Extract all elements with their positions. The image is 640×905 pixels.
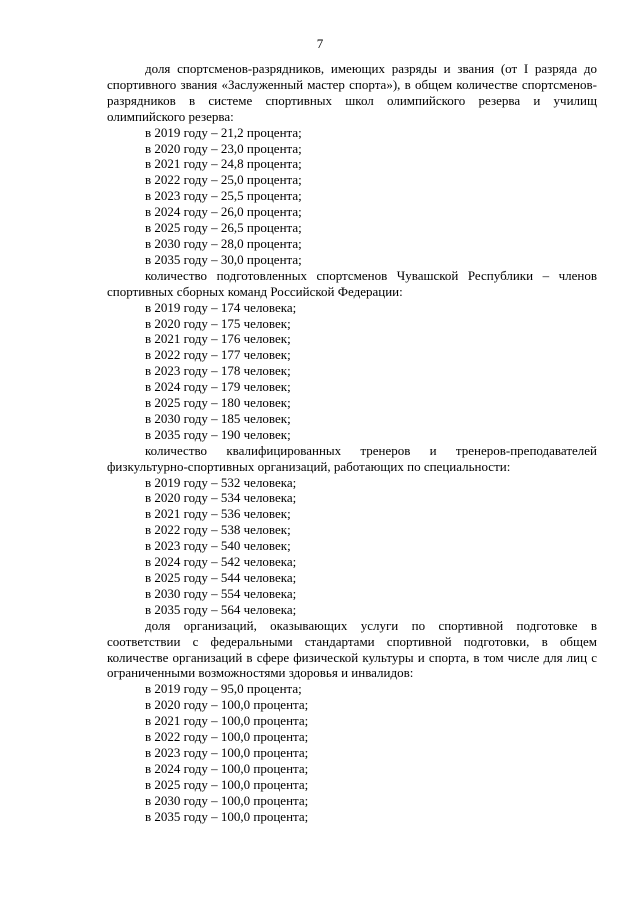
indicator-value: в 2030 году – 554 человека; <box>145 585 297 601</box>
indicator-value: в 2030 году – 100,0 процента; <box>145 792 309 808</box>
indicator-value: в 2019 году – 21,2 процента; <box>145 124 302 140</box>
indicator-value: в 2024 году – 179 человек; <box>145 379 291 395</box>
indicator-value: в 2023 году – 540 человек; <box>145 538 291 554</box>
indicator-values-list <box>107 475 597 618</box>
indicator-value: в 2023 году – 25,5 процента; <box>145 188 302 204</box>
indicator-value: в 2025 году – 26,5 процента; <box>145 220 302 236</box>
indicator-value: в 2025 году – 544 человека; <box>145 570 297 585</box>
indicator-value: в 2022 году – 177 человек; <box>145 347 291 363</box>
indicator-values-list <box>107 125 597 268</box>
indicator-value: в 2022 году – 25,0 процента; <box>145 172 302 188</box>
indicator-value: в 2024 году – 542 человека; <box>145 554 297 570</box>
indicator-value: в 2020 году – 534 человека; <box>145 490 297 506</box>
indicator-value: в 2020 году – 23,0 процента; <box>145 140 302 156</box>
indicator-value: в 2030 году – 28,0 процента; <box>145 235 302 251</box>
indicator-description: количество подготовленных спортсменов Чувашской Республики – членов спортивных сборных команд Российской Федерации: <box>107 267 597 299</box>
indicator-value: в 2035 году – 190 человек; <box>145 426 291 442</box>
indicator-value: в 2021 году – 536 человек; <box>145 506 291 522</box>
indicator-value: в 2035 году – 564 человека; <box>145 601 297 617</box>
indicator-value: в 2019 году – 95,0 процента; <box>145 681 302 697</box>
indicator-value: в 2023 году – 100,0 процента; <box>145 744 309 760</box>
indicator-value: в 2022 году – 538 человек; <box>145 522 291 538</box>
indicator-description: доля организаций, оказывающих услуги по спортивной подготовке в соответствии с федеральными стандартами спортивной подготовки, в общем количестве организаций в сфере физической культуры и спорта, в том числе для лиц с ограниченными возможностями здоровья и инвалидов: <box>107 617 597 681</box>
indicator-value: в 2019 году – 532 человека; <box>145 474 297 490</box>
document-body <box>107 61 597 825</box>
indicator-value: в 2030 году – 185 человек; <box>145 410 291 426</box>
indicator-value: в 2023 году – 178 человек; <box>145 363 291 379</box>
indicator-value: в 2021 году – 24,8 процента; <box>145 156 302 172</box>
indicator-value: в 2021 году – 100,0 процента; <box>145 713 309 729</box>
indicator-value: в 2019 году – 174 человека; <box>145 299 297 315</box>
indicator-description: доля спортсменов-разрядников, имеющих разряды и звания (от I разряда до спортивного звания «Заслуженный мастер спорта»), в общем количестве спортсменов-разрядников в системе спортивных школ олимпийского резерва и училищ олимпийского резерва: <box>107 61 597 124</box>
indicator-value: в 2025 году – 180 человек; <box>145 395 291 411</box>
indicator-value: в 2020 году – 175 человек; <box>145 315 291 331</box>
indicator-values-list <box>107 300 597 443</box>
page-number: 7 <box>316 36 324 51</box>
indicator-value: в 2035 году – 100,0 процента; <box>145 808 309 824</box>
indicator-value: в 2022 году – 100,0 процента; <box>145 729 309 745</box>
indicator-value: в 2021 году – 176 человек; <box>145 331 291 347</box>
indicator-value: в 2024 году – 26,0 процента; <box>145 204 302 220</box>
indicator-value: в 2024 году – 100,0 процента; <box>145 760 309 776</box>
indicator-value: в 2025 году – 100,0 процента; <box>145 776 309 792</box>
indicator-value: в 2020 году – 100,0 процента; <box>145 697 309 713</box>
indicator-values-list <box>107 681 597 824</box>
indicator-value: в 2035 году – 30,0 процента; <box>145 251 302 267</box>
indicator-description: количество квалифицированных тренеров и тренеров-преподавателей физкультурно-спортивных организаций, работающих по специальности: <box>107 442 597 474</box>
